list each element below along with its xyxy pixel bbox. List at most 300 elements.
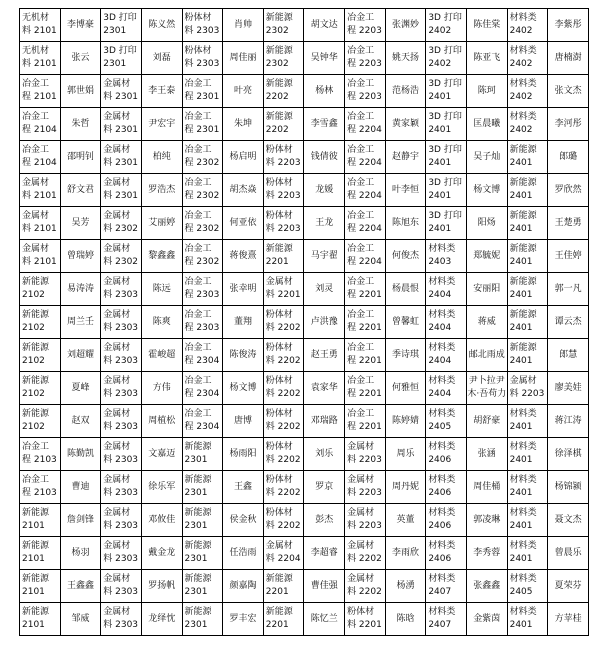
class-text: 新能源 bbox=[265, 46, 293, 56]
name-cell bbox=[466, 438, 507, 471]
class-text: 程 2201 bbox=[347, 290, 382, 300]
class-text: 3D 打印 bbox=[103, 13, 137, 23]
class-cell bbox=[101, 603, 142, 636]
class-text: 程 2302 bbox=[184, 257, 220, 267]
class-text: 2201 bbox=[265, 587, 289, 597]
name-cell bbox=[60, 504, 101, 537]
class-text: 冶金工 bbox=[184, 277, 212, 287]
class-cell bbox=[507, 537, 548, 570]
class-cell bbox=[345, 273, 386, 306]
class-text: 2401 bbox=[509, 554, 533, 564]
class-text: 材料类 bbox=[509, 574, 537, 584]
name-cell bbox=[548, 537, 589, 570]
class-text: 2101 bbox=[22, 521, 45, 531]
name-cell bbox=[385, 42, 426, 75]
class-cell bbox=[182, 108, 223, 141]
name-cell bbox=[60, 240, 101, 273]
name-text: 吴子灿 bbox=[473, 151, 501, 162]
name-cell bbox=[385, 603, 426, 636]
class-text: 2401 bbox=[509, 521, 533, 531]
class-cell bbox=[182, 306, 223, 339]
table-row bbox=[20, 339, 589, 372]
name-text: 郎慧 bbox=[559, 349, 578, 360]
class-cell bbox=[426, 9, 467, 42]
name-text: 周丹妮 bbox=[392, 481, 420, 492]
name-text: 郭一凡 bbox=[554, 283, 582, 294]
name-text: 赵王勇 bbox=[310, 349, 338, 360]
name-text: 曾馨虹 bbox=[392, 316, 420, 327]
name-cell bbox=[223, 438, 264, 471]
class-text: 2301 bbox=[103, 26, 127, 36]
name-cell bbox=[60, 471, 101, 504]
class-text: 无机材 bbox=[22, 13, 50, 23]
class-cell bbox=[101, 438, 142, 471]
class-text: 材料类 bbox=[509, 409, 537, 419]
class-text: 程 2301 bbox=[184, 92, 220, 102]
class-text: 材料类 bbox=[428, 508, 456, 518]
class-text: 料 2302 bbox=[103, 224, 139, 234]
name-text: 张涵 bbox=[477, 448, 496, 459]
class-text: 2403 bbox=[428, 257, 452, 267]
class-cell bbox=[20, 603, 61, 636]
name-cell bbox=[141, 207, 182, 240]
name-cell bbox=[223, 603, 264, 636]
class-text: 材料类 bbox=[428, 277, 456, 287]
name-cell bbox=[548, 42, 589, 75]
class-text: 程 2104 bbox=[22, 158, 57, 168]
table-row bbox=[20, 42, 589, 75]
class-cell bbox=[426, 570, 467, 603]
class-cell bbox=[426, 438, 467, 471]
class-text: 料 2201 bbox=[347, 620, 382, 630]
name-text: 赵静宇 bbox=[392, 151, 420, 162]
name-cell bbox=[548, 438, 589, 471]
class-cell bbox=[345, 471, 386, 504]
class-cell bbox=[507, 603, 548, 636]
table-row bbox=[20, 9, 589, 42]
class-text: 3D 打印 bbox=[428, 211, 462, 221]
class-text: 材料类 bbox=[428, 442, 456, 452]
class-cell bbox=[345, 570, 386, 603]
class-text: 料 2303 bbox=[103, 290, 139, 300]
class-text: 材料类 bbox=[509, 607, 537, 617]
name-cell bbox=[60, 339, 101, 372]
table-row bbox=[20, 372, 589, 405]
class-cell bbox=[101, 537, 142, 570]
name-cell bbox=[304, 9, 345, 42]
name-text: 任浩雨 bbox=[229, 547, 257, 558]
class-text: 料 2202 bbox=[265, 323, 301, 333]
class-cell bbox=[507, 75, 548, 108]
name-cell bbox=[466, 273, 507, 306]
class-cell bbox=[507, 240, 548, 273]
name-text: 季诗琪 bbox=[392, 349, 420, 360]
class-text: 冶金工 bbox=[347, 343, 375, 353]
class-text: 粉体材 bbox=[184, 13, 212, 23]
class-text: 金属材 bbox=[103, 409, 131, 419]
name-text: 罗丰宏 bbox=[229, 613, 257, 624]
name-text: 吴芳 bbox=[71, 217, 90, 228]
class-cell bbox=[426, 405, 467, 438]
name-cell bbox=[60, 108, 101, 141]
class-cell bbox=[426, 537, 467, 570]
name-text: 曾瑞婷 bbox=[66, 250, 94, 261]
name-text: 王鑫 bbox=[233, 481, 252, 492]
class-text: 材料类 bbox=[428, 475, 456, 485]
class-text: 新能源 bbox=[22, 574, 50, 584]
name-text: 廖美娃 bbox=[554, 382, 582, 393]
name-text: 邓攸佳 bbox=[148, 514, 176, 525]
class-text: 金属材 bbox=[103, 310, 131, 320]
name-cell bbox=[304, 240, 345, 273]
name-text: 范杨浩 bbox=[392, 85, 420, 96]
class-text: 2202 bbox=[265, 92, 289, 102]
class-text: 新能源 bbox=[509, 277, 537, 287]
class-cell bbox=[20, 273, 61, 306]
name-text: 刘超耀 bbox=[66, 349, 94, 360]
name-cell bbox=[141, 141, 182, 174]
class-text: 金属材 bbox=[265, 541, 293, 551]
class-text: 程 2204 bbox=[347, 191, 382, 201]
class-text: 2401 bbox=[509, 191, 533, 201]
class-text: 新能源 bbox=[265, 244, 293, 254]
class-text: 冶金工 bbox=[184, 409, 212, 419]
class-cell bbox=[182, 405, 223, 438]
class-cell bbox=[507, 438, 548, 471]
class-cell bbox=[182, 471, 223, 504]
class-text: 2301 bbox=[184, 587, 208, 597]
class-cell bbox=[20, 240, 61, 273]
name-cell bbox=[385, 207, 426, 240]
class-text: 材料类 bbox=[428, 244, 456, 254]
name-text: 罗浩杰 bbox=[148, 184, 176, 195]
class-text: 料 2303 bbox=[103, 323, 139, 333]
class-text: 新能源 bbox=[265, 574, 293, 584]
class-text: 程 2201 bbox=[347, 389, 382, 399]
class-cell bbox=[507, 108, 548, 141]
class-text: 冶金工 bbox=[22, 442, 50, 452]
class-cell bbox=[426, 504, 467, 537]
class-text: 料 2303 bbox=[103, 554, 139, 564]
name-cell bbox=[466, 9, 507, 42]
name-cell bbox=[60, 174, 101, 207]
name-cell bbox=[141, 570, 182, 603]
class-cell bbox=[263, 108, 304, 141]
class-cell bbox=[20, 372, 61, 405]
class-text: 料 2101 bbox=[22, 224, 57, 234]
class-text: 金属材 bbox=[103, 475, 131, 485]
name-text: 钱倩彼 bbox=[310, 151, 338, 162]
class-text: 2407 bbox=[428, 587, 452, 597]
class-text: 新能源 bbox=[509, 145, 537, 155]
class-text: 程 2204 bbox=[347, 224, 382, 234]
class-cell bbox=[101, 207, 142, 240]
class-cell bbox=[426, 273, 467, 306]
name-text: 袁家华 bbox=[310, 382, 338, 393]
class-text: 程 2204 bbox=[347, 158, 382, 168]
name-text: 龙绎忱 bbox=[148, 613, 176, 624]
name-cell bbox=[385, 273, 426, 306]
name-cell bbox=[223, 504, 264, 537]
class-text: 2401 bbox=[428, 191, 452, 201]
class-text: 新能源 bbox=[265, 607, 293, 617]
class-text: 金属材 bbox=[103, 277, 131, 287]
class-text: 2101 bbox=[22, 587, 45, 597]
name-cell bbox=[548, 306, 589, 339]
class-text: 2202 bbox=[265, 125, 289, 135]
class-text: 冶金工 bbox=[347, 244, 375, 254]
class-text: 2402 bbox=[509, 125, 533, 135]
name-text: 陈忆兰 bbox=[310, 613, 338, 624]
class-text: 料 2202 bbox=[265, 356, 301, 366]
class-text: 2102 bbox=[22, 356, 45, 366]
name-cell bbox=[548, 504, 589, 537]
class-text: 新能源 bbox=[509, 343, 537, 353]
class-text: 粉体材 bbox=[265, 310, 293, 320]
name-text: 木·吾苟力 bbox=[467, 389, 507, 399]
table-row bbox=[20, 504, 589, 537]
class-text: 冶金工 bbox=[347, 112, 375, 122]
name-text: 朱哲 bbox=[71, 118, 90, 129]
table-row bbox=[20, 438, 589, 471]
name-cell bbox=[223, 471, 264, 504]
class-text: 2102 bbox=[22, 290, 45, 300]
name-text: 胡舒豪 bbox=[473, 415, 501, 426]
name-cell bbox=[466, 504, 507, 537]
name-cell bbox=[385, 438, 426, 471]
class-cell bbox=[263, 9, 304, 42]
name-cell bbox=[548, 141, 589, 174]
name-cell bbox=[466, 405, 507, 438]
class-text: 2401 bbox=[428, 125, 452, 135]
class-text: 新能源 bbox=[184, 607, 212, 617]
name-text: 霍峻超 bbox=[148, 349, 176, 360]
class-text: 2402 bbox=[509, 26, 533, 36]
class-cell bbox=[182, 273, 223, 306]
name-cell bbox=[141, 372, 182, 405]
class-text: 2402 bbox=[428, 26, 452, 36]
class-text: 2301 bbox=[184, 521, 208, 531]
name-cell bbox=[223, 240, 264, 273]
name-cell bbox=[141, 9, 182, 42]
class-cell bbox=[507, 339, 548, 372]
class-cell bbox=[182, 372, 223, 405]
class-text: 料 2203 bbox=[265, 191, 301, 201]
class-cell bbox=[263, 141, 304, 174]
name-text: 杨文博 bbox=[473, 184, 501, 195]
name-cell bbox=[223, 174, 264, 207]
name-text: 邮北雨成 bbox=[468, 349, 505, 360]
name-cell bbox=[304, 108, 345, 141]
name-text: 张渊妙 bbox=[392, 19, 420, 30]
class-text: 2302 bbox=[265, 59, 289, 69]
name-text: 卢洪豫 bbox=[310, 316, 338, 327]
class-cell bbox=[263, 372, 304, 405]
class-text: 材料类 bbox=[428, 607, 456, 617]
class-text: 料 2203 bbox=[509, 389, 545, 399]
class-text: 料 2303 bbox=[103, 422, 139, 432]
name-text: 安丽阳 bbox=[473, 283, 501, 294]
class-cell bbox=[101, 570, 142, 603]
name-cell bbox=[304, 141, 345, 174]
name-text: 李雪鑫 bbox=[310, 118, 338, 129]
class-cell bbox=[345, 9, 386, 42]
class-text: 材料类 bbox=[509, 541, 537, 551]
class-text: 金属材 bbox=[103, 343, 131, 353]
name-cell bbox=[385, 141, 426, 174]
name-cell bbox=[304, 405, 345, 438]
name-text: 胡文达 bbox=[310, 19, 338, 30]
class-text: 2405 bbox=[509, 587, 533, 597]
name-text: 艾丽婷 bbox=[148, 217, 176, 228]
name-text: 周植松 bbox=[148, 415, 176, 426]
class-text: 材料类 bbox=[509, 475, 537, 485]
class-text: 2401 bbox=[509, 422, 533, 432]
name-text: 方伟 bbox=[152, 382, 171, 393]
class-cell bbox=[507, 504, 548, 537]
class-text: 新能源 bbox=[184, 574, 212, 584]
class-text: 2401 bbox=[509, 356, 533, 366]
name-cell bbox=[466, 108, 507, 141]
class-text: 2404 bbox=[428, 389, 452, 399]
class-text: 料 2202 bbox=[347, 587, 382, 597]
name-text: 郎璐 bbox=[559, 151, 578, 162]
class-text: 2401 bbox=[509, 257, 533, 267]
name-text: 何雅恒 bbox=[392, 382, 420, 393]
name-text: 肖帅 bbox=[233, 19, 252, 30]
class-cell bbox=[182, 339, 223, 372]
table-row bbox=[20, 207, 589, 240]
class-text: 料 2203 bbox=[347, 488, 382, 498]
class-cell bbox=[101, 339, 142, 372]
name-cell bbox=[60, 207, 101, 240]
class-text: 2406 bbox=[428, 521, 452, 531]
name-text: 李超睿 bbox=[310, 547, 338, 558]
class-cell bbox=[20, 570, 61, 603]
name-text: 陈俊涛 bbox=[229, 349, 257, 360]
name-cell bbox=[466, 141, 507, 174]
class-cell bbox=[345, 306, 386, 339]
class-cell bbox=[426, 207, 467, 240]
class-text: 2401 bbox=[509, 290, 533, 300]
class-text: 金属材 bbox=[347, 508, 375, 518]
class-text: 新能源 bbox=[22, 277, 50, 287]
table-row bbox=[20, 537, 589, 570]
name-cell bbox=[223, 339, 264, 372]
name-text: 彭杰 bbox=[315, 514, 334, 525]
class-text: 2401 bbox=[509, 455, 533, 465]
class-cell bbox=[426, 108, 467, 141]
name-cell bbox=[466, 42, 507, 75]
class-text: 3D 打印 bbox=[103, 46, 137, 56]
class-cell bbox=[426, 372, 467, 405]
name-cell bbox=[466, 240, 507, 273]
class-cell bbox=[507, 174, 548, 207]
name-cell bbox=[141, 537, 182, 570]
class-text: 冶金工 bbox=[184, 376, 212, 386]
class-text: 粉体材 bbox=[265, 475, 293, 485]
class-text: 料 2301 bbox=[103, 92, 139, 102]
class-cell bbox=[101, 405, 142, 438]
name-cell bbox=[385, 471, 426, 504]
class-text: 2401 bbox=[509, 158, 533, 168]
name-cell bbox=[141, 108, 182, 141]
name-cell bbox=[223, 141, 264, 174]
class-cell bbox=[101, 372, 142, 405]
table-row bbox=[20, 141, 589, 174]
name-text: 胡杰焱 bbox=[229, 184, 257, 195]
name-cell bbox=[466, 339, 507, 372]
class-cell bbox=[263, 306, 304, 339]
class-text: 程 2201 bbox=[347, 356, 382, 366]
name-text: 陈珂 bbox=[477, 85, 496, 96]
name-text: 尹宏宇 bbox=[148, 118, 176, 129]
name-cell bbox=[141, 306, 182, 339]
class-text: 冶金工 bbox=[184, 343, 212, 353]
class-text: 料 2202 bbox=[265, 422, 301, 432]
name-text: 龙媛 bbox=[315, 184, 334, 195]
class-text: 料 2201 bbox=[265, 290, 301, 300]
name-cell bbox=[385, 174, 426, 207]
class-text: 冶金工 bbox=[184, 211, 212, 221]
class-cell bbox=[20, 471, 61, 504]
class-text: 材料类 bbox=[428, 376, 456, 386]
name-cell bbox=[141, 240, 182, 273]
name-cell bbox=[385, 240, 426, 273]
class-text: 冶金工 bbox=[347, 79, 375, 89]
class-cell bbox=[182, 42, 223, 75]
name-cell bbox=[60, 405, 101, 438]
name-text: 陈婷婧 bbox=[392, 415, 420, 426]
name-text: 刘磊 bbox=[152, 52, 171, 63]
name-cell bbox=[304, 207, 345, 240]
class-text: 程 2302 bbox=[184, 158, 220, 168]
class-text: 2401 bbox=[509, 323, 533, 333]
name-text: 曹迪 bbox=[71, 481, 90, 492]
table-row bbox=[20, 240, 589, 273]
class-text: 冶金工 bbox=[184, 145, 212, 155]
class-text: 金属材 bbox=[103, 112, 131, 122]
name-cell bbox=[141, 339, 182, 372]
name-text: 杨湧 bbox=[396, 580, 415, 591]
class-cell bbox=[345, 207, 386, 240]
name-cell bbox=[223, 537, 264, 570]
name-cell bbox=[385, 504, 426, 537]
class-text: 材料类 bbox=[509, 46, 537, 56]
class-text: 新能源 bbox=[184, 541, 212, 551]
class-text: 料 2202 bbox=[347, 554, 382, 564]
class-text: 料 2303 bbox=[103, 488, 139, 498]
name-text: 戴金龙 bbox=[148, 547, 176, 558]
class-text: 2401 bbox=[509, 488, 533, 498]
class-text: 2405 bbox=[428, 422, 452, 432]
class-text: 粉体材 bbox=[265, 343, 293, 353]
name-cell bbox=[223, 372, 264, 405]
class-text: 料 2302 bbox=[103, 257, 139, 267]
name-text: 朱坤 bbox=[233, 118, 252, 129]
name-text: 陈佳棠 bbox=[473, 19, 501, 30]
class-cell bbox=[263, 603, 304, 636]
class-cell bbox=[263, 339, 304, 372]
name-text: 陈义然 bbox=[148, 19, 176, 30]
name-cell bbox=[385, 570, 426, 603]
name-cell bbox=[304, 537, 345, 570]
name-text: 詹剑锋 bbox=[66, 514, 94, 525]
class-text: 2101 bbox=[22, 620, 45, 630]
class-cell bbox=[263, 75, 304, 108]
class-text: 粉体材 bbox=[265, 508, 293, 518]
class-text: 冶金工 bbox=[184, 112, 212, 122]
